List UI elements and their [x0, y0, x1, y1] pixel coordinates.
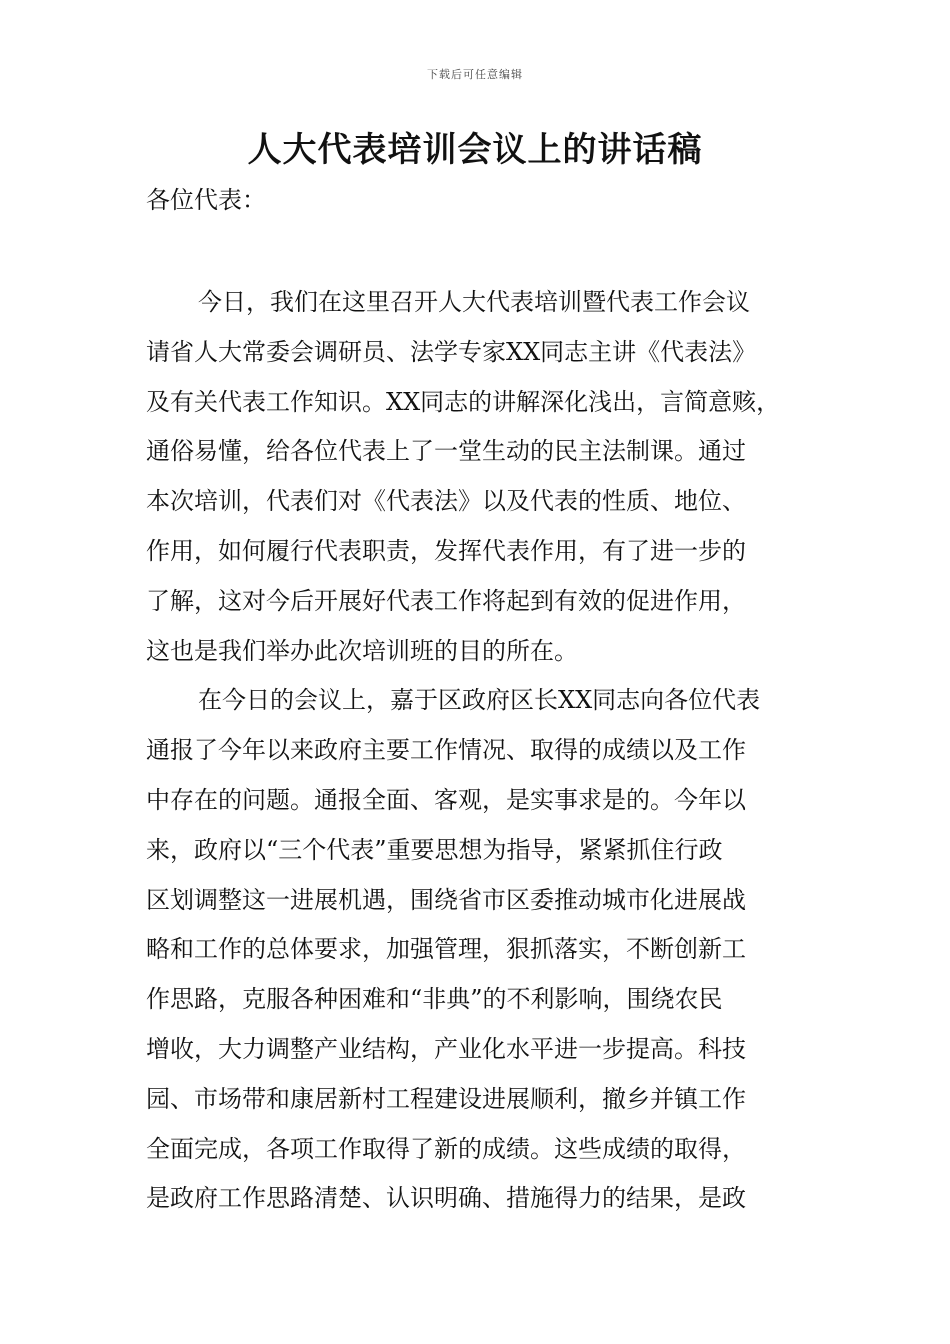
text-line: 这也是我们举办此次培训班的目的所在。	[146, 636, 578, 665]
text-line: 全面完成，各项工作取得了新的成绩。这些成绩的取得，	[146, 1134, 746, 1163]
text-line: 通报了今年以来政府主要工作情况、取得的成绩以及工作	[146, 736, 746, 765]
text-line: 今日，我们在这里召开人大代表培训暨代表工作会议	[198, 288, 750, 316]
text-line: 是政府工作思路清楚、认识明确、措施得力的结果，是政	[146, 1184, 746, 1213]
text-line: 来，政府以“三个代表”重要思想为指导，紧紧抓住行政	[146, 835, 723, 864]
text-line: 略和工作的总体要求，加强管理，狠抓落实，不断创新工	[146, 935, 746, 964]
text-line: 本次培训，代表们对《代表法》以及代表的性质、地位、	[146, 487, 746, 516]
text-line: 在今日的会议上，嘉于区政府区长XX同志向各位代表	[198, 686, 761, 715]
text-line: 中存在的问题。通报全面、客观，是实事求是的。今年以	[146, 785, 746, 814]
text-line: 及有关代表工作知识。XX同志的讲解深化浅出，言简意赅，	[146, 387, 781, 416]
text-line: 请省人大常委会调研员、法学专家XX同志主讲《代表法》	[146, 337, 757, 366]
paragraph-2	[146, 676, 822, 1224]
text-line: 增收，大力调整产业结构，产业化水平进一步提高。科技	[146, 1034, 746, 1063]
text-line: 了解，这对今后开展好代表工作将起到有效的促进作用，	[146, 586, 746, 615]
paragraph-1	[146, 278, 822, 676]
text-line: 通俗易懂，给各位代表上了一堂生动的民主法制课。通过	[146, 437, 746, 466]
document-title: 人大代表培训会议上的讲话稿	[247, 130, 703, 170]
salutation: 各位代表：	[146, 186, 266, 214]
header-note: 下载后可任意编辑	[427, 68, 523, 81]
text-line: 作思路，克服各种困难和“非典”的不利影响，围绕农民	[146, 985, 723, 1014]
text-line: 园、市场带和康居新村工程建设进展顺利，撤乡并镇工作	[146, 1084, 746, 1113]
text-line: 作用，如何履行代表职责，发挥代表作用，有了进一步的	[146, 536, 746, 565]
document-body	[146, 278, 822, 1224]
text-line: 区划调整这一进展机遇，围绕省市区委推动城市化进展战	[146, 885, 746, 914]
